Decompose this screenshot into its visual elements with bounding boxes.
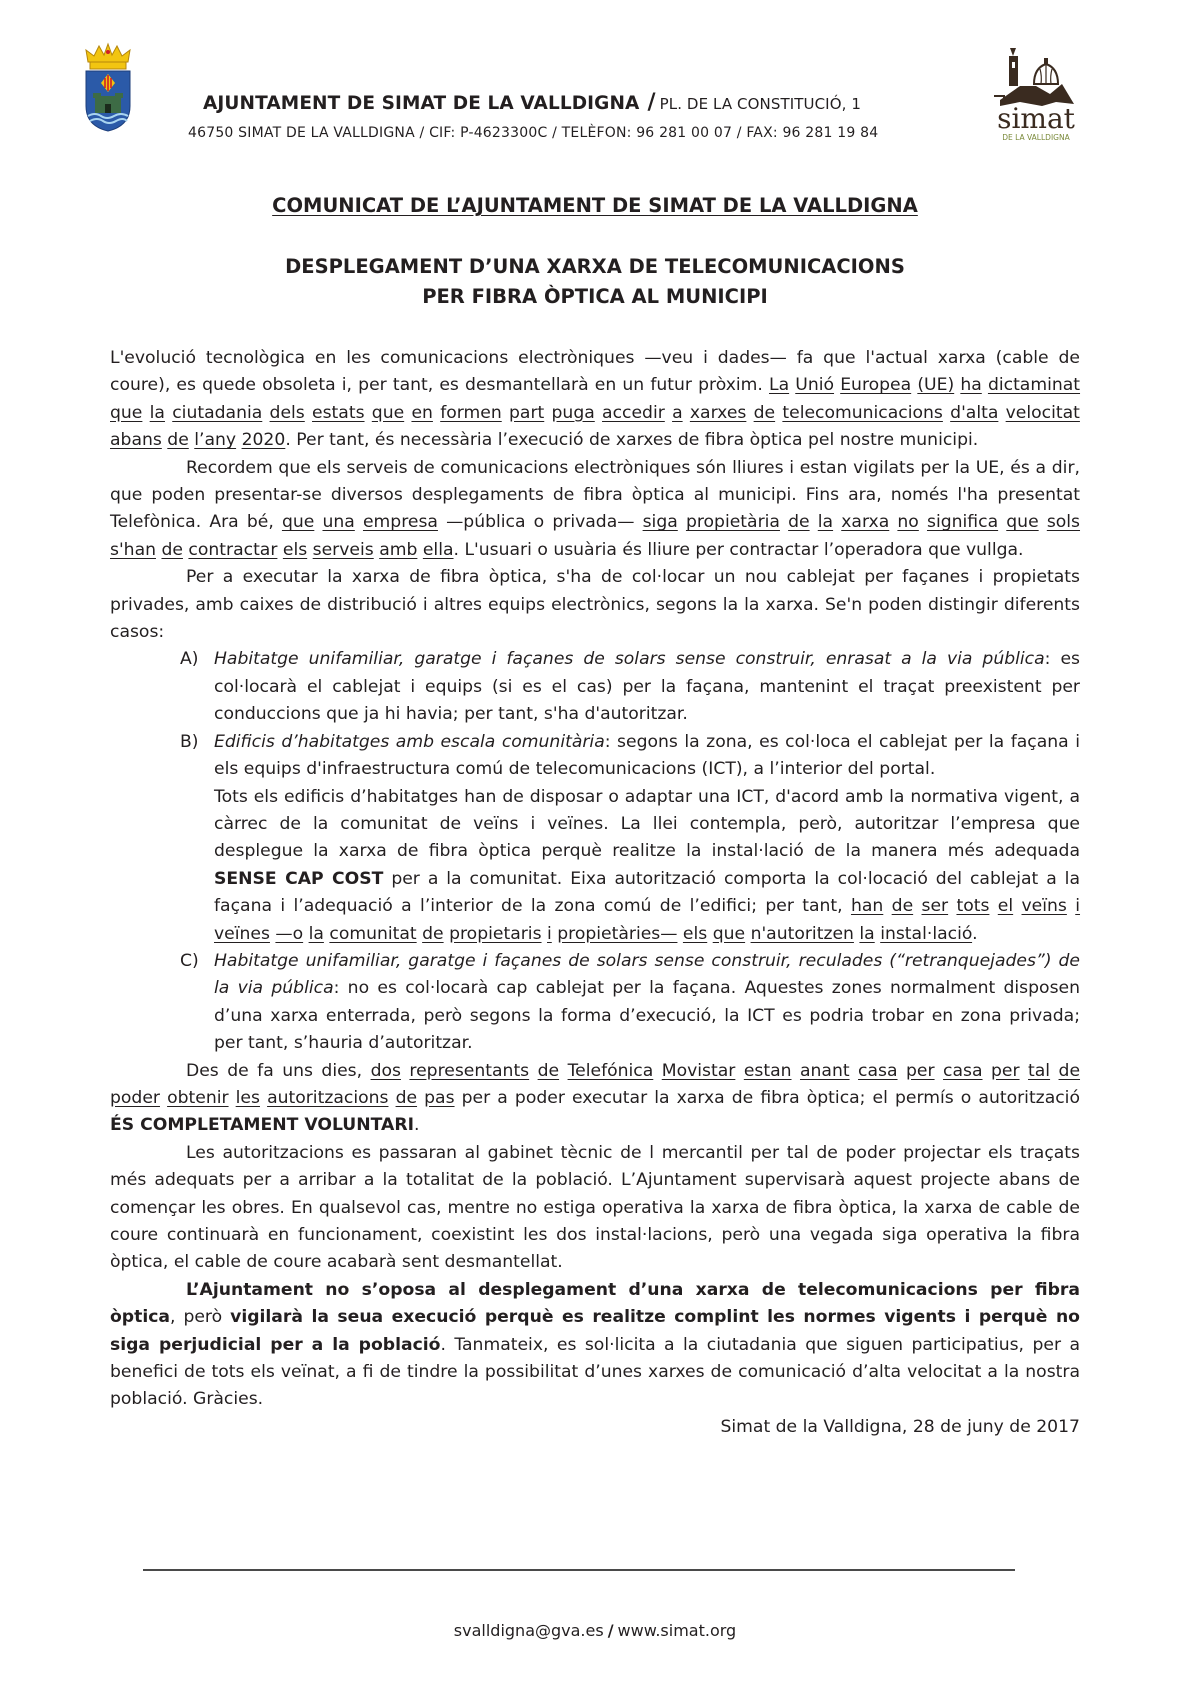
text-run: —pública o privada— <box>437 512 643 533</box>
underlined-text: abans <box>110 430 162 451</box>
underlined-text: obtenir <box>167 1087 229 1108</box>
underlined-text: La <box>769 375 790 396</box>
text-run <box>678 512 686 532</box>
italic-text: Habitatge unifamiliar, garatge i façanes de solars sense construir, reculades (“retranquejades”) de la via pública <box>214 950 1080 999</box>
underlined-text: siga <box>642 512 678 533</box>
underlined-text: de <box>788 512 810 533</box>
paragraph <box>110 1277 1080 1414</box>
subject-title <box>0 252 1190 312</box>
underlined-text: Telefónica <box>567 1060 654 1081</box>
underlined-text: puga <box>551 402 595 423</box>
underlined-text: comunitat <box>329 923 417 944</box>
underlined-text: accedir <box>602 402 665 423</box>
letterhead-title-line <box>203 90 861 115</box>
underlined-text: que <box>371 402 405 423</box>
underlined-text: i <box>547 923 552 944</box>
underlined-text: de <box>891 896 914 917</box>
text-run: per a la comunitat. Eixa autorització comporta la col·locació del cablejat a la façana i l’adequació a l’interior de la zona comú de l’edifici; per tant, <box>214 868 1080 917</box>
text-run <box>355 512 363 532</box>
underlined-text: no <box>897 512 919 533</box>
underlined-text: les <box>235 1087 260 1108</box>
text-run: Recordem que els serveis de comunicacions electròniques són lliures i estan vigilats per la UE, és a dir, que poden presentar-se diversos desplegaments de fibra òptica al municipi. Fins ara, només l'ha presentat Telefònica. Ara bé, <box>110 457 1080 533</box>
underlined-text: telecomunicacions <box>782 402 943 423</box>
underlined-text: propietàries— <box>557 923 678 944</box>
underlined-text: de <box>395 1087 418 1108</box>
text-run <box>544 403 551 423</box>
underlined-text: representants <box>409 1060 530 1081</box>
underlined-text: de <box>1058 1060 1081 1081</box>
underlined-text: veïns <box>1021 896 1067 917</box>
underlined-text: la <box>859 923 875 944</box>
paragraph <box>110 1140 1080 1277</box>
underlined-text: per <box>906 1060 935 1081</box>
text-run: : segons la zona, es col·loca el cablejat per la façana i els equips d'infraestructura comú de telecomunicacions (ICT), a l’interior del portal. <box>214 731 1080 780</box>
underlined-text: instal·lació <box>880 923 973 944</box>
text-run <box>653 1061 661 1081</box>
text-run <box>883 896 891 916</box>
text-run <box>989 896 997 916</box>
text-run: Tots els edificis d’habitatges han de disposar o adaptar una ICT, d'acord amb la normativa vigent, a càrrec de la comunitat de veïns i veïnes. La llei contempla, però, autoritzar l’empresa que desplegue la xarxa de fibra òptica perquè realitze la instal·lació de la manera més adequada <box>214 786 1080 862</box>
underlined-text: veïnes <box>214 923 270 944</box>
text-run <box>850 1061 858 1081</box>
text-run <box>1013 896 1021 916</box>
underlined-text: l’any <box>194 430 237 451</box>
text-run <box>935 1061 943 1081</box>
bold-text: L’Ajuntament no s’oposa al desplegament d’una xarxa de telecomunicacions per fibra òptica <box>110 1279 1080 1328</box>
underlined-text: part <box>509 402 545 423</box>
underlined-text: casa <box>943 1060 983 1081</box>
bold-text: vigilarà la seua execució perquè es realitze complint les normes vigents i perquè no siga perjudicial per a la població <box>110 1307 1080 1355</box>
case-paragraph <box>214 646 1080 728</box>
cases-list <box>110 646 1080 1057</box>
footer-email-link[interactable]: svalldigna@gva.es <box>453 1621 604 1640</box>
underlined-text: Europea <box>840 375 912 396</box>
text-run <box>595 403 602 423</box>
underlined-text: significa <box>926 512 999 533</box>
text-run <box>1050 1061 1058 1081</box>
underlined-text: el <box>997 896 1014 917</box>
text-run <box>746 403 753 423</box>
underlined-text: dos <box>370 1060 401 1081</box>
underlined-text: ser <box>921 896 949 917</box>
text-run <box>913 896 921 916</box>
organization-contact-line: 46750 SIMAT DE LA VALLDIGNA / CIF: P-4623300C / TELÈFON: 96 281 00 07 / FAX: 96 281 19 84 <box>188 125 879 141</box>
text-run: . L'usuari o usuària és lliure per contractar l’operadora que vullga. <box>453 539 1024 560</box>
underlined-text: que <box>1006 512 1039 533</box>
underlined-text: han <box>850 896 884 917</box>
underlined-text: xarxes <box>689 402 747 423</box>
text-run <box>665 403 672 423</box>
underlined-text: tal <box>1028 1060 1051 1081</box>
text-run: : es col·locarà el cablejat i equips (si es el cas) per la façana, mantenint el traçat preexistent per conduccions que ja hi havia; per tant, s'ha d'autoritzar. <box>214 649 1080 725</box>
case-content <box>214 646 1080 728</box>
text-run <box>1020 1061 1028 1081</box>
text-run <box>229 1088 236 1108</box>
underlined-text: una <box>322 512 355 533</box>
footer-separator: / <box>607 1621 614 1640</box>
text-run <box>529 1061 537 1081</box>
paragraph <box>110 345 1080 455</box>
text-run: , però <box>170 1307 231 1328</box>
underlined-text: pas <box>424 1087 455 1108</box>
italic-text: Edificis d’habitatges amb escala comunitària <box>214 731 605 752</box>
case-marker: C) <box>180 950 199 971</box>
underlined-text: que <box>712 923 746 944</box>
case-marker: A) <box>180 649 199 670</box>
underlined-text: velocitat <box>1005 402 1080 423</box>
text-run <box>780 512 788 532</box>
bold-text: SENSE CAP COST <box>214 868 384 889</box>
text-run: Des de fa uns dies, <box>186 1060 371 1081</box>
underlined-text: propietària <box>685 512 780 533</box>
footer-contact <box>0 1621 1190 1640</box>
underlined-text: amb <box>379 539 418 560</box>
underlined-text: Movistar <box>661 1060 736 1081</box>
underlined-text: serveis <box>312 539 374 560</box>
case-paragraph <box>214 729 1080 784</box>
case-item <box>180 729 1080 948</box>
coat-of-arms-icon <box>82 40 134 132</box>
text-run <box>898 1061 906 1081</box>
organization-address: PL. DE LA CONSTITUCIÓ, 1 <box>659 95 861 113</box>
underlined-text: de <box>422 923 444 944</box>
text-run <box>365 403 372 423</box>
case-item <box>180 948 1080 1058</box>
intro-paragraphs <box>110 345 1080 646</box>
underlined-text: —o <box>275 923 304 944</box>
underlined-text: Unió <box>795 375 835 396</box>
underlined-text: (UE) <box>917 375 955 396</box>
underlined-text: per <box>990 1060 1020 1081</box>
underlined-text: de <box>161 539 183 560</box>
bold-text: ÉS COMPLETAMENT VOLUNTARI <box>110 1115 414 1136</box>
underlined-text: i <box>1075 896 1081 917</box>
text-run <box>919 512 927 532</box>
document-body <box>110 345 1080 1441</box>
underlined-text: ha <box>960 375 982 396</box>
underlined-text: sols <box>1046 512 1081 533</box>
text-run <box>792 1061 800 1081</box>
underlined-text: casa <box>858 1060 898 1081</box>
underlined-text: propietaris <box>449 923 542 944</box>
text-run: . Per tant, és necessària l’execució de xarxes de fibra òptica pel nostre municipi. <box>285 430 979 451</box>
text-run <box>735 1061 743 1081</box>
text-run <box>502 403 509 423</box>
paragraph <box>110 1058 1080 1140</box>
header-separator: / <box>647 90 656 115</box>
case-item <box>180 646 1080 728</box>
underlined-text: xarxa <box>841 512 890 533</box>
paragraph <box>110 564 1080 646</box>
text-run <box>142 403 149 423</box>
text-run <box>388 1088 395 1108</box>
text-run: per a poder executar la xarxa de fibra òptica; el permís o autorització <box>454 1087 1080 1108</box>
closing-paragraphs <box>110 1058 1080 1414</box>
footer-divider <box>143 1569 1015 1571</box>
underlined-text: tots <box>956 896 990 917</box>
underlined-text: a <box>672 402 683 423</box>
underlined-text: en <box>411 402 433 423</box>
underlined-text: dels <box>269 402 305 423</box>
text-run: . Tanmateix, es sol·licita a la ciutadania que siguen participatius, per a benefici de tots els veïnat, a fi de tindre la possibilitat d’unes xarxes de comunicació d’alta velocitat a la nostra població. Gràcies. <box>110 1334 1080 1410</box>
underlined-text: la <box>817 512 834 533</box>
paragraph <box>110 455 1080 565</box>
communique-title: COMUNICAT DE L’AJUNTAMENT DE SIMAT DE LA VALLDIGNA <box>272 194 918 217</box>
subject-title-line-2: PER FIBRA ÒPTICA AL MUNICIPI <box>422 285 768 308</box>
text-run <box>1067 896 1075 916</box>
text-run <box>998 403 1005 423</box>
underlined-text: que <box>110 402 143 423</box>
text-run: L'evolució tecnològica en les comunicacions electròniques —veu i dades— fa que l'actual xarxa (cable de coure), es quede obsoleta i, per tant, es desmantellarà en un futur pròxim. <box>110 348 1080 396</box>
text-run: : no es col·locarà cap cablejat per la façana. Aquestes zones normalment disposen d’una xarxa enterrada, però segons la forma d’execució, la ICT es podria trobar en zona privada; per tant, s’hauria d’autoritzar. <box>214 978 1080 1054</box>
text-run <box>305 403 312 423</box>
subject-title-line-1: DESPLEGAMENT D’UNA XARXA DE TELECOMUNICACIONS <box>285 255 905 278</box>
text-run: . <box>413 1115 420 1136</box>
underlined-text: empresa <box>362 512 438 533</box>
underlined-text: els <box>282 539 308 560</box>
text-run <box>160 1088 167 1108</box>
underlined-text: que <box>281 512 315 533</box>
underlined-text: poder <box>110 1087 160 1108</box>
underlined-text: estan <box>743 1060 792 1081</box>
case-paragraph <box>214 948 1080 1058</box>
text-run: Per a executar la xarxa de fibra òptica, s'ha de col·locar un nou cablejat per façanes i propietats privades, amb caixes de distribució i altres equips electrònics, segons la la xarxa. Se'n poden distingir diferents casos: <box>110 567 1080 643</box>
text-run <box>683 403 690 423</box>
text-run <box>1039 512 1047 532</box>
text-run <box>262 403 269 423</box>
underlined-text: n'autoritzen <box>750 923 854 944</box>
underlined-text: formen <box>440 402 502 423</box>
church-tower-logo-icon <box>990 44 1082 144</box>
underlined-text: dictaminat <box>987 375 1081 396</box>
text-run <box>260 1088 267 1108</box>
text-run <box>810 512 818 532</box>
underlined-text: la <box>149 402 165 423</box>
case-marker: B) <box>180 731 199 752</box>
logo-subtitle: DE LA VALLDIGNA <box>1002 133 1070 142</box>
organization-name: AJUNTAMENT DE SIMAT DE LA VALLDIGNA <box>203 93 640 114</box>
case-content <box>214 729 1080 948</box>
underlined-text: contractar <box>188 539 278 560</box>
footer-website-link[interactable]: www.simat.org <box>617 1621 737 1640</box>
underlined-text: 2020 <box>241 430 286 451</box>
underlined-text: s'han <box>110 539 156 560</box>
underlined-text: de <box>167 430 189 451</box>
underlined-text: els <box>682 923 708 944</box>
text-run: Les autoritzacions es passaran al gabinet tècnic de l mercantil per tal de poder projectar els traçats més adequats per a arribar a la totalitat de la població. L’Ajuntament supervisarà aquest projecte abans de començar les obres. En qualsevol cas, mentre no estiga operativa la xarxa de fibra òptica, la xarxa de cable de coure continuarà en funcionament, coexistint les dos instal·lacions, però una vegada siga operativa la fibra òptica, el cable de coure acabarà sent desmantellat. <box>110 1142 1080 1273</box>
text-run: . <box>972 923 978 944</box>
underlined-text: estats <box>312 402 365 423</box>
underlined-text: d'alta <box>950 402 999 423</box>
text-run <box>833 512 841 532</box>
underlined-text: de <box>753 402 776 423</box>
case-paragraph <box>214 784 1080 948</box>
underlined-text: anant <box>799 1060 850 1081</box>
underlined-text: autoritzacions <box>267 1087 389 1108</box>
case-content <box>214 948 1080 1058</box>
text-run <box>983 1061 991 1081</box>
logo-wordmark: simat <box>997 102 1075 135</box>
underlined-text: la <box>308 923 324 944</box>
signature-place-date: Simat de la Valldigna, 28 de juny de 2017 <box>720 1416 1080 1437</box>
underlined-text: ella <box>422 539 454 560</box>
underlined-text: ciutadania <box>172 402 263 423</box>
text-run <box>559 1061 567 1081</box>
italic-text: Habitatge unifamiliar, garatge i façanes de solars sense construir, enrasat a la via pública <box>214 649 1045 670</box>
underlined-text: de <box>537 1060 560 1081</box>
